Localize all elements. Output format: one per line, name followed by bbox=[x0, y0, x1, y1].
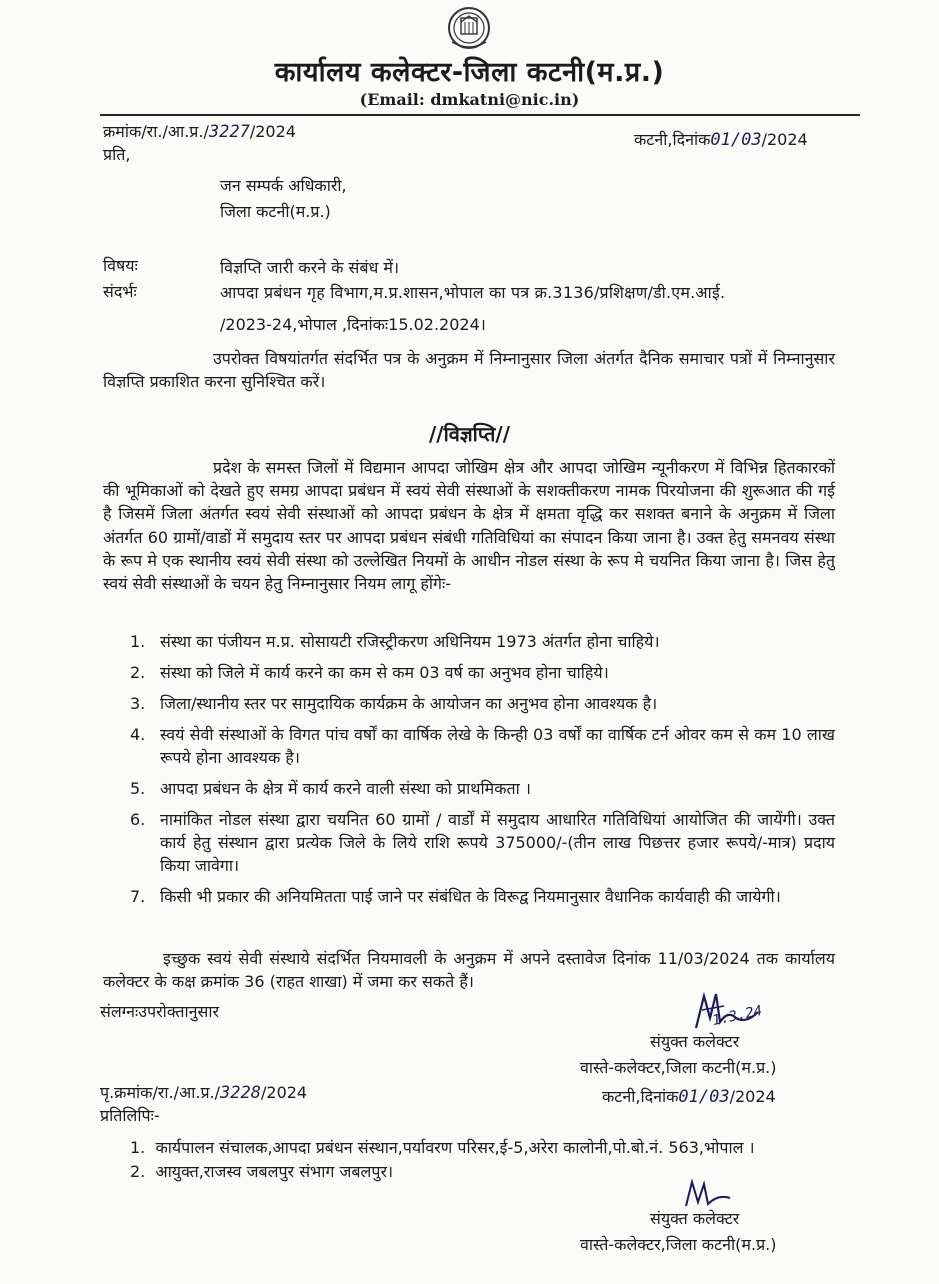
notice-body: प्रदेश के समस्त जिलों में विद्यमान आपदा जोखिम क्षेत्र और आपदा जोखिम न्यूनीकरण में विभिन्न हितकारकों की भूमिकाओं को देखते हुए समग्र आपदा प्रबंधन में स्वयं सेवी संस्थाओं के सशक्तीकरण नामक पिरयोजना की शुरूआत की गई है जिसमें जिला अंतर्गत स्वयं सेवी संस्थाओं को आपदा प्रबंधन के क्षेत्र में क्षमता वृद्धि कर सशक्त बनाने के अनुक्रम में जिला अंतर्गत 60 ग्रामों/वाडों में समुदाय स्तर पर आपदा प्रबंधन संबंधी गतिविधियां का संपादन किया जाना है। उक्त हेतु समनवय संस्था के रूप मे एक स्थानीय स्वयं सेवी संस्था को उल्लेखित नियमों के आधीन नोडल संस्था के रूप मे चयनित किया जाना है। जिस हेतु स्वयं सेवी संस्थाओं के चयन हेतु निम्नानुसार नियम लागू होंगेः- bbox=[103, 458, 835, 594]
office-title: कार्यालय कलेक्टर-जिला कटनी(म.प्र.) bbox=[274, 57, 665, 88]
copy-to-label: प्रतिलिपिः- bbox=[100, 1106, 160, 1125]
rules-list bbox=[130, 630, 835, 916]
letter-date-prefix: कटनी,दिनांक bbox=[634, 130, 711, 149]
letter-date-suffix: /2024 bbox=[761, 130, 808, 149]
reference-line1: आपदा प्रबंधन गृह विभाग,म.प्र.शासन,भोपाल का पत्र क्र.3136/प्रशिक्षण/डी.एम.आई. bbox=[220, 283, 726, 302]
list-item: 2. संस्था को जिले में कार्य करने का कम से कम 03 वर्ष का अनुभव होना चाहिये। bbox=[130, 663, 609, 682]
addressee-line2: जिला कटनी(म.प्र.) bbox=[220, 202, 331, 221]
letter-number-suffix: /2024 bbox=[249, 122, 296, 141]
endorsement-number-prefix: पृ.क्रमांक/रा./आ.प्र./ bbox=[100, 1083, 221, 1102]
state-emblem-icon bbox=[440, 4, 498, 54]
intro-text: उपरोक्त विषयांतर्गत संदर्भित पत्र के अनुक्रम में निम्नानुसार जिला अंतर्गत दैनिक समाचार पत्रों में निम्नानुसार विज्ञप्ति प्रकाशित करना सुनिश्चित करें। bbox=[103, 349, 835, 391]
subject-text: विज्ञप्ति जारी करने के संबंध में। bbox=[220, 258, 400, 277]
reference-line2: /2023-24,भोपाल ,दिनांकः15.02.2024। bbox=[220, 315, 486, 334]
endorsement-number-handwritten: 3228 bbox=[220, 1083, 261, 1103]
reference-label: संदर्भः bbox=[103, 282, 137, 301]
closing-text: इच्छुक स्वयं सेवी संस्थाये संदर्भित नियमावली के अनुक्रम में अपने दस्तावेज दिनांक 11/03/2024 तक कार्यालय कलेक्टर के कक्ष क्रमांक 36 (राहत शाखा) में जमा कर सकते हैं। bbox=[103, 949, 835, 991]
signature-1-on-behalf: वास्ते-कलेक्टर,जिला कटनी(म.प्र.) bbox=[580, 1058, 777, 1077]
letter-date-handwritten: 01/03 bbox=[710, 130, 762, 150]
signature-1-date: 1.3.24 bbox=[710, 1002, 764, 1030]
endorsement-number-suffix: /2024 bbox=[261, 1083, 308, 1102]
letter-number-handwritten: 3227 bbox=[208, 122, 250, 142]
copy-item-2: 2. आयुक्त,राजस्व जबलपुर संभाग जबलपुर। bbox=[130, 1162, 394, 1181]
letter-date bbox=[634, 128, 808, 150]
list-item: 4. स्वयं सेवी संस्थाओं के विगत पांच वर्षों का वार्षिक लेखे के किन्ही 03 वर्षों का वार्षिक टर्न ओवर कम से कम 10 लाख रूपये होना आवश्यक है। bbox=[130, 725, 835, 767]
endorsement-date-handwritten: 01/03 bbox=[678, 1087, 730, 1107]
endorsement-date bbox=[602, 1085, 776, 1107]
subject-label: विषयः bbox=[103, 256, 138, 275]
prati-label: प्रति, bbox=[103, 145, 131, 164]
list-item: 7. किसी भी प्रकार की अनियमितता पाई जाने पर संबंधित के विरूद्व नियमानुसार वैधानिक कार्यवाही की जायेगी। bbox=[130, 887, 781, 906]
endorsement-number bbox=[100, 1081, 307, 1103]
header-divider bbox=[100, 114, 860, 116]
intro-paragraph bbox=[103, 348, 835, 393]
signature-2-on-behalf: वास्ते-कलेक्टर,जिला कटनी(म.प्र.) bbox=[580, 1235, 777, 1254]
list-item: 5. आपदा प्रबंधन के क्षेत्र में कार्य करने वाली संस्था को प्राथमिकता । bbox=[130, 779, 531, 798]
enclosure-note: संलग्नःउपरोक्तानुसार bbox=[100, 1002, 220, 1021]
office-email: (Email: dmkatni@nic.in) bbox=[359, 90, 580, 109]
signature-2-designation: संयुक्त कलेक्टर bbox=[650, 1209, 740, 1228]
list-item: 1. संस्था का पंजीयन म.प्र. सोसायटी रजिस्ट्रीकरण अधिनियम 1973 अंतर्गत होना चाहिये। bbox=[130, 632, 660, 651]
closing-paragraph bbox=[103, 948, 835, 993]
list-item: 6. नामांकित नोडल संस्था द्वारा चयनित 60 ग्रामों / वार्डों में समुदाय आधारित गतिविधियां आयोजित की जायेंगी। उक्त कार्य हेतु संस्थान द्वारा प्रत्येक जिले के लिये राशि रूपये 375000/-(तीन लाख पिछत्तर हजार रूपये/-मात्र) प्रदाय किया जावेगा। bbox=[130, 810, 835, 875]
notice-paragraph bbox=[103, 456, 835, 595]
endorsement-date-prefix: कटनी,दिनांक bbox=[602, 1087, 679, 1106]
notice-title: //विज्ञप्ति// bbox=[428, 422, 511, 446]
signature-1-designation: संयुक्त कलेक्टर bbox=[650, 1032, 740, 1051]
letter-number-prefix: क्रमांक/रा./आ.प्र./ bbox=[103, 122, 209, 141]
letter-number bbox=[103, 120, 296, 142]
list-item: 3. जिला/स्थानीय स्तर पर सामुदायिक कार्यक्रम के आयोजन का अनुभव होना आवश्यक है। bbox=[130, 694, 658, 713]
endorsement-date-suffix: /2024 bbox=[729, 1087, 776, 1106]
copy-item-1: 1. कार्यपालन संचालक,आपदा प्रबंधन संस्थान,पर्यावरण परिसर,ई-5,अरेरा कालोनी,पो.बो.नं. 563,भोपाल । bbox=[130, 1138, 755, 1157]
addressee-line1: जन सम्पर्क अधिकारी, bbox=[220, 176, 347, 195]
